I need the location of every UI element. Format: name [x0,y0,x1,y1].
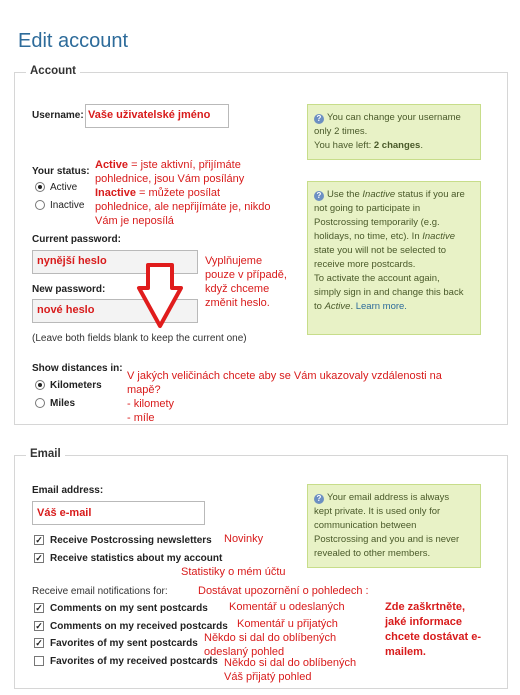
distances-label: Show distances in: [32,363,123,374]
email-legend: Email [26,448,65,460]
newsletters-label: Receive Postcrossing newsletters [50,535,212,546]
status-info-box: ? Use the Inactive status if you are not going to participate in Postcrossing temporarily (e.g. holidays, no time, etc). In Inactive state you will not be selected to receive more postcards. To activate the account again, simply sign in and change this back to Active. Learn more. [307,181,481,335]
statistics-annotation: Statistiky o mém účtu [181,566,286,578]
account-legend: Account [26,65,80,77]
current-password-label: Current password: [32,234,121,245]
comments-sent-label: Comments on my sent postcards [50,603,208,614]
comments-received-annotation: Komentář u přijatých [237,618,338,630]
email-annotation: Váš e-mail [37,507,92,519]
username-annotation: Vaše uživatelské jméno [88,109,211,121]
username-info-box: ? You can change your username only 2 times. You have left: 2 changes. [307,104,481,160]
comments-sent-annotation: Komentář u odeslaných [229,601,345,613]
comments-received-label: Comments on my received postcards [50,621,228,632]
username-label: Username: [32,110,84,121]
distance-annotation: V jakých veličinách chcete aby se Vám ukazovaly vzdálenosti na mapě? - kilomety - míle [127,370,442,424]
status-inactive-radio[interactable] [35,200,45,210]
status-active-label: Active [50,182,78,193]
notifications-label: Receive email notifications for: [32,586,168,597]
fav-received-label: Favorites of my received postcards [50,656,218,667]
status-inactive-label: Inactive [50,200,85,211]
status-active-radio[interactable] [35,182,45,192]
distance-km-label: Kilometers [50,380,102,391]
comments-received-checkbox[interactable]: ✓ [35,621,43,631]
status-annotation: Active = jste aktivní, přijímáte pohlednice, jsou Vám posílány Inactive = můžete posílat pohlednice, ale nepřijímáte je, nikdo Vám je neposílá [95,159,271,227]
learn-more-link[interactable]: Learn more. [355,301,407,312]
distance-km-radio[interactable] [35,380,45,390]
newsletters-annotation: Novinky [224,533,264,545]
info-icon: ? [314,191,324,201]
statistics-label: Receive statistics about my account [50,553,223,564]
current-password-annotation: nynější heslo [37,255,107,267]
fav-sent-checkbox[interactable]: ✓ [35,638,43,648]
info-icon: ? [314,114,324,124]
distance-miles-label: Miles [50,398,76,409]
fav-received-annotation: Někdo si dal do oblíbených Váš přijatý pohled [224,657,357,683]
notifications-annotation: Dostávat upozornění o pohledech : [198,585,369,597]
new-password-label: New password: [32,284,106,295]
password-hint: (Leave both fields blank to keep the current one) [32,333,247,344]
new-password-annotation: nové heslo [37,304,95,316]
status-label: Your status: [32,166,90,177]
page-title: Edit account [18,30,129,52]
newsletters-checkbox[interactable]: ✓ [35,535,43,545]
email-side-note: Zde zaškrtněte, jaké informace chcete dostávat e- mailem. [385,601,481,658]
distance-miles-radio[interactable] [35,398,45,408]
fav-received-checkbox[interactable] [34,656,44,666]
email-info-box: ? Your email address is always kept private. It is used only for communication between Postcrossing and you and is never revealed to other members. [307,484,481,568]
red-outline-arrow-icon [136,262,184,330]
password-annotation: Vyplňujeme pouze v případě, když chceme změnit heslo. [205,255,287,309]
statistics-checkbox[interactable]: ✓ [35,553,43,563]
fav-sent-label: Favorites of my sent postcards [50,638,198,649]
fav-sent-annotation: Někdo si dal do oblíbených odeslaný pohled [204,632,337,658]
info-icon: ? [314,494,324,504]
comments-sent-checkbox[interactable]: ✓ [35,603,43,613]
email-address-label: Email address: [32,485,104,496]
